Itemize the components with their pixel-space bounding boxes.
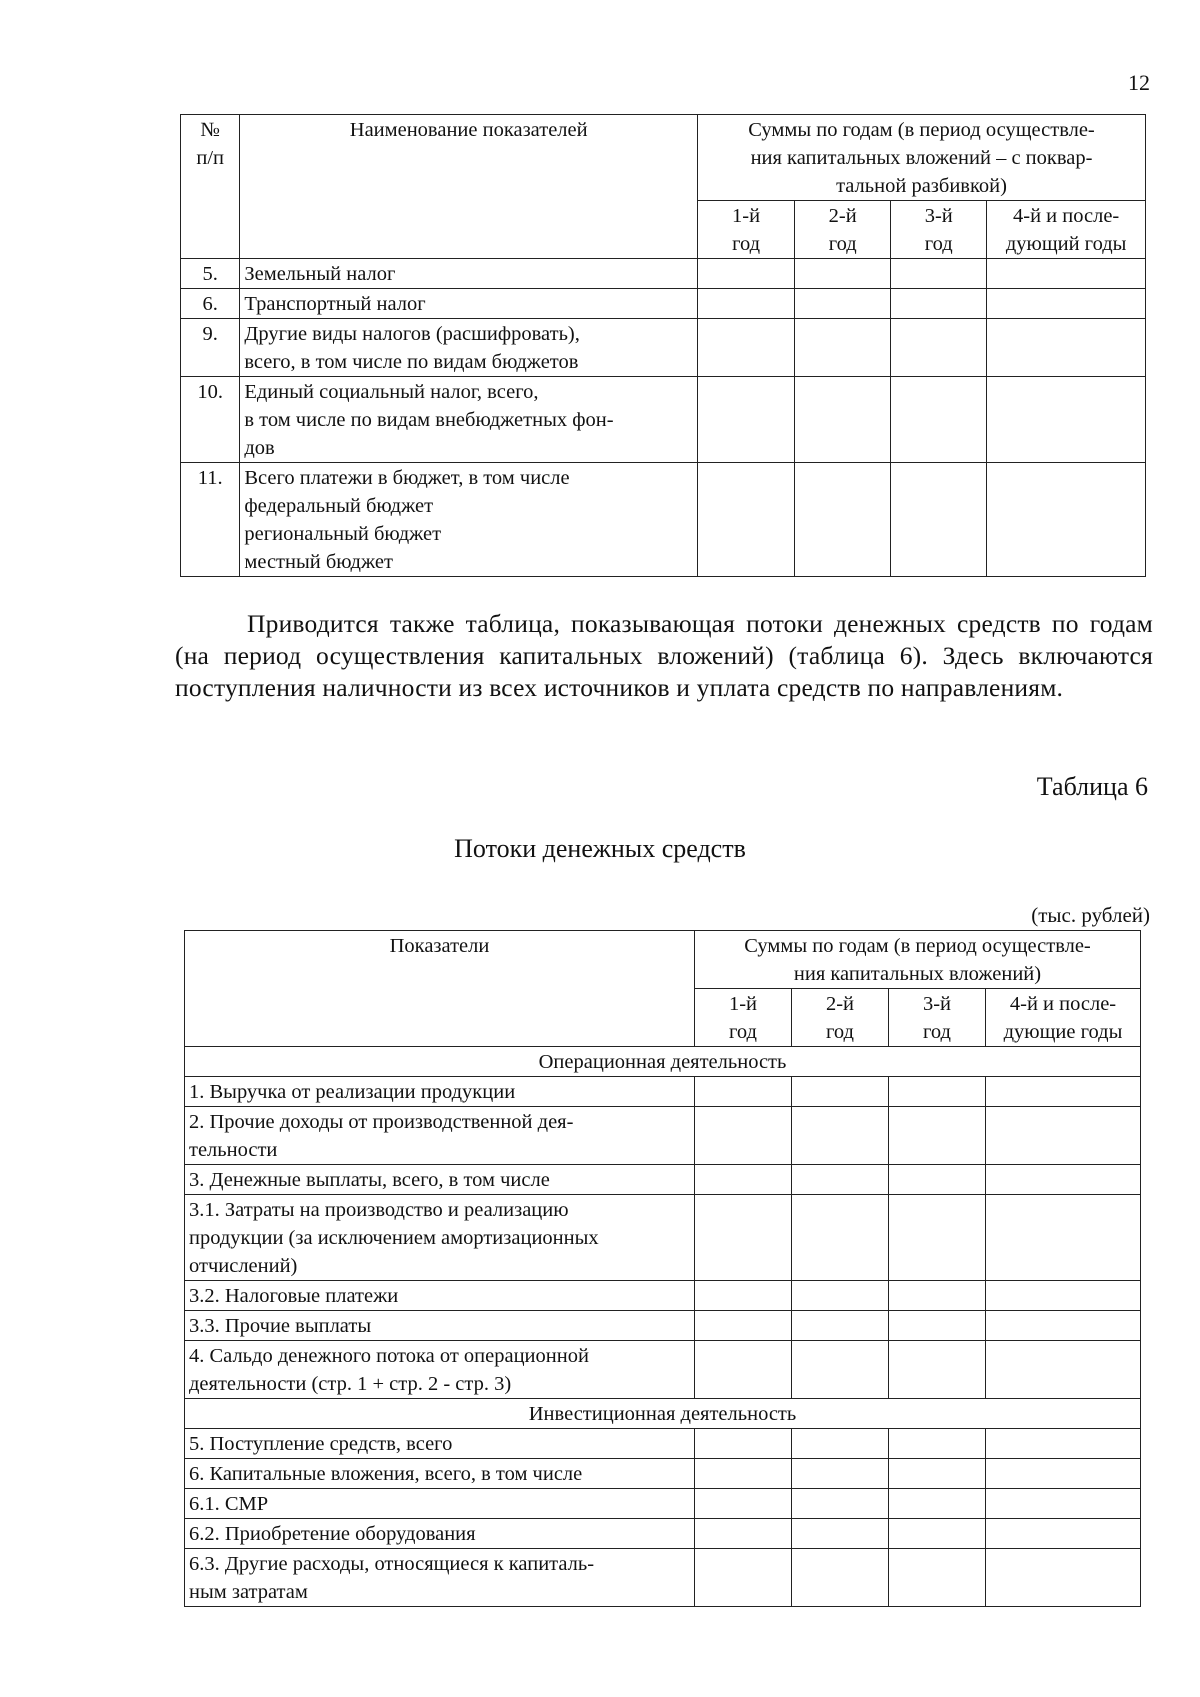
table-row xyxy=(185,1195,1141,1281)
value-cell xyxy=(795,259,891,289)
header-sums: Суммы по годам (в период осуществле- ния капитальных вложений) xyxy=(695,931,1141,989)
header-year-2: 2-й год xyxy=(795,201,891,259)
header-sums: Суммы по годам (в период осуществле- ния капитальных вложений – с поквар- тальной разбивкой) xyxy=(698,115,1146,201)
value-cell xyxy=(889,1549,986,1607)
table-title: Потоки денежных средств xyxy=(454,834,746,863)
header-year-4: 4-й и после- дующие годы xyxy=(986,989,1141,1047)
value-cell xyxy=(795,377,891,463)
table-row xyxy=(185,1281,1141,1311)
value-cell xyxy=(987,463,1146,577)
value-cell xyxy=(695,1077,792,1107)
value-cell xyxy=(889,1165,986,1195)
table-row xyxy=(185,1519,1141,1549)
table-label: Таблица 6 xyxy=(1036,772,1148,801)
row-label: 3. Денежные выплаты, всего, в том числе xyxy=(185,1165,695,1195)
value-cell xyxy=(698,319,795,377)
table-row xyxy=(181,463,1146,577)
value-cell xyxy=(792,1195,889,1281)
table-row xyxy=(185,1107,1141,1165)
value-cell xyxy=(695,1107,792,1165)
value-cell xyxy=(889,1459,986,1489)
header-year-2: 2-й год xyxy=(792,989,889,1047)
value-cell xyxy=(889,1341,986,1399)
value-cell xyxy=(986,1341,1141,1399)
row-label: 3.2. Налоговые платежи xyxy=(185,1281,695,1311)
value-cell xyxy=(891,259,987,289)
value-cell xyxy=(792,1459,889,1489)
value-cell xyxy=(986,1489,1141,1519)
value-cell xyxy=(987,289,1146,319)
row-label: 6.2. Приобретение оборудования xyxy=(185,1519,695,1549)
value-cell xyxy=(987,377,1146,463)
value-cell xyxy=(695,1311,792,1341)
row-number: 10. xyxy=(181,377,240,463)
units-label: (тыс. рублей) xyxy=(1031,903,1150,927)
row-label: 1. Выручка от реализации продукции xyxy=(185,1077,695,1107)
row-number: 5. xyxy=(181,259,240,289)
row-label: 6.1. СМР xyxy=(185,1489,695,1519)
page-number: 12 xyxy=(1128,70,1150,95)
value-cell xyxy=(695,1549,792,1607)
row-label: Земельный налог xyxy=(240,259,698,289)
header-year-1: 1-й год xyxy=(698,201,795,259)
value-cell xyxy=(986,1459,1141,1489)
value-cell xyxy=(792,1281,889,1311)
row-label: 3.3. Прочие выплаты xyxy=(185,1311,695,1341)
value-cell xyxy=(889,1077,986,1107)
table-row xyxy=(185,1549,1141,1607)
header-num: № п/п xyxy=(181,115,240,259)
value-cell xyxy=(695,1459,792,1489)
table-row xyxy=(181,319,1146,377)
row-number: 11. xyxy=(181,463,240,577)
value-cell xyxy=(792,1549,889,1607)
value-cell xyxy=(792,1489,889,1519)
value-cell xyxy=(795,319,891,377)
row-label: Единый социальный налог, всего, в том числе по видам внебюджетных фон- дов xyxy=(240,377,698,463)
value-cell xyxy=(891,377,987,463)
table-row xyxy=(181,377,1146,463)
cash-flow-table-body xyxy=(185,1047,1141,1607)
value-cell xyxy=(986,1077,1141,1107)
taxes-table xyxy=(180,114,1146,577)
row-label: 6. Капитальные вложения, всего, в том числе xyxy=(185,1459,695,1489)
table-row xyxy=(185,1165,1141,1195)
value-cell xyxy=(792,1165,889,1195)
section-title: Операционная деятельность xyxy=(185,1047,1141,1077)
value-cell xyxy=(889,1429,986,1459)
value-cell xyxy=(889,1311,986,1341)
row-number: 9. xyxy=(181,319,240,377)
section-header-row xyxy=(185,1047,1141,1077)
value-cell xyxy=(889,1519,986,1549)
value-cell xyxy=(987,319,1146,377)
value-cell xyxy=(698,377,795,463)
value-cell xyxy=(695,1195,792,1281)
header-year-3: 3-й год xyxy=(891,201,987,259)
header-indicators: Показатели xyxy=(185,931,695,1047)
value-cell xyxy=(795,463,891,577)
value-cell xyxy=(986,1107,1141,1165)
value-cell xyxy=(695,1341,792,1399)
value-cell xyxy=(889,1195,986,1281)
value-cell xyxy=(889,1489,986,1519)
table-row xyxy=(181,289,1146,319)
row-label: Всего платежи в бюджет, в том числе федеральный бюджет региональный бюджет местный бюджет xyxy=(240,463,698,577)
value-cell xyxy=(889,1107,986,1165)
value-cell xyxy=(695,1519,792,1549)
table-row xyxy=(185,1311,1141,1341)
row-label: 4. Сальдо денежного потока от операционной деятельности (стр. 1 + стр. 2 - стр. 3) xyxy=(185,1341,695,1399)
taxes-table-body xyxy=(181,259,1146,577)
value-cell xyxy=(698,463,795,577)
value-cell xyxy=(889,1281,986,1311)
value-cell xyxy=(891,463,987,577)
table-row xyxy=(185,1489,1141,1519)
row-label: 2. Прочие доходы от производственной дея- тельности xyxy=(185,1107,695,1165)
value-cell xyxy=(695,1489,792,1519)
value-cell xyxy=(986,1549,1141,1607)
paragraph: Приводится также таблица, показывающая потоки денежных средств по годам (на период осуществления капитальных вложений) (таблица 6). Здесь включаются поступления наличности из всех источников и уплата средств по направлениям. xyxy=(175,609,1153,702)
table-row xyxy=(185,1429,1141,1459)
row-label: 6.3. Другие расходы, относящиеся к капиталь- ным затратам xyxy=(185,1549,695,1607)
value-cell xyxy=(987,259,1146,289)
value-cell xyxy=(891,289,987,319)
table-row xyxy=(185,1077,1141,1107)
table-row xyxy=(185,1341,1141,1399)
value-cell xyxy=(986,1281,1141,1311)
row-label: Транспортный налог xyxy=(240,289,698,319)
value-cell xyxy=(986,1429,1141,1459)
value-cell xyxy=(986,1311,1141,1341)
row-label: Другие виды налогов (расшифровать), всего, в том числе по видам бюджетов xyxy=(240,319,698,377)
table-row xyxy=(185,1459,1141,1489)
row-label: 5. Поступление средств, всего xyxy=(185,1429,695,1459)
header-name: Наименование показателей xyxy=(240,115,698,259)
value-cell xyxy=(986,1165,1141,1195)
row-label: 3.1. Затраты на производство и реализацию продукции (за исключением амортизационных отчислений) xyxy=(185,1195,695,1281)
header-year-3: 3-й год xyxy=(889,989,986,1047)
header-year-1: 1-й год xyxy=(695,989,792,1047)
value-cell xyxy=(792,1429,889,1459)
header-year-4: 4-й и после- дующий годы xyxy=(987,201,1146,259)
cash-flow-table xyxy=(184,930,1141,1607)
section-header-row xyxy=(185,1399,1141,1429)
value-cell xyxy=(792,1311,889,1341)
value-cell xyxy=(695,1165,792,1195)
value-cell xyxy=(986,1195,1141,1281)
value-cell xyxy=(792,1519,889,1549)
value-cell xyxy=(792,1341,889,1399)
row-number: 6. xyxy=(181,289,240,319)
value-cell xyxy=(695,1429,792,1459)
value-cell xyxy=(792,1077,889,1107)
value-cell xyxy=(695,1281,792,1311)
value-cell xyxy=(986,1519,1141,1549)
value-cell xyxy=(795,289,891,319)
value-cell xyxy=(698,259,795,289)
table-row xyxy=(181,259,1146,289)
value-cell xyxy=(891,319,987,377)
value-cell xyxy=(698,289,795,319)
section-title: Инвестиционная деятельность xyxy=(185,1399,1141,1429)
value-cell xyxy=(792,1107,889,1165)
